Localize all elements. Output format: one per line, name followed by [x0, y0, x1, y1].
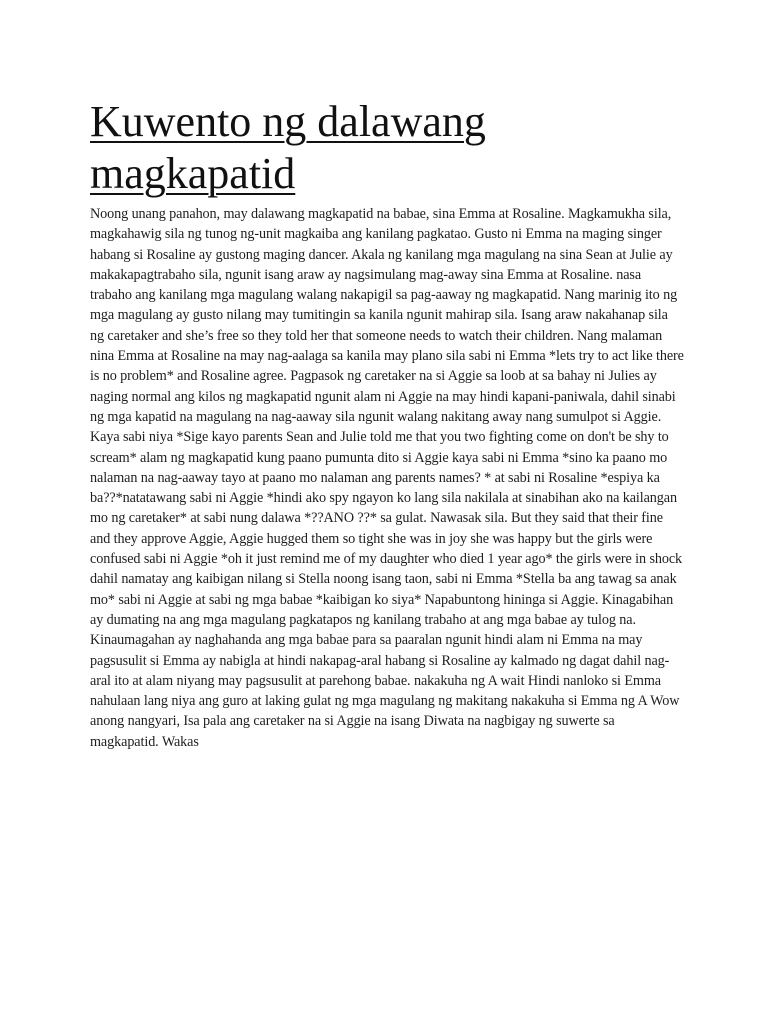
document-body-paragraph: Noong unang panahon, may dalawang magkapatid na babae, sina Emma at Rosaline. Magkamukha sila, magkahawig sila ng tunog ng-unit magkaiba ang kanilang pagkatao. Gusto ni Emma na maging singer habang si Rosaline ay gustong maging dancer. Akala ng kanilang mga magulang na sina Sean at Julie ay makakapagtrabaho sila, ngunit isang araw ay nagsimulang mag-away sina Emma at Rosaline. nasa trabaho ang kanilang mga magulang walang nakapigil sa pag-aaway ng magkapatid. Nang marinig ito ng mga magulang ay gusto nilang may tumitingin sa kanila ngunit mahirap sila. Isang araw nakahanap sila ng caretaker and she’s free so they told her that someone needs to watch their children. Nang malaman nina Emma at Rosaline na may nag-aalaga sa kanila may plano sila sabi ni Emma *lets try to act like there is no problem* and Rosaline agree. Pagpasok ng caretaker na si Aggie sa loob at sa bahay ni Julies ay naging normal ang kilos ng magkapatid ngunit alam ni Aggie na may hindi kapani-paniwala, dahil sinabi ng mga kapatid na magulang na nag-aaway sila ngunit walang nakitang away nang sumulpot si Aggie. Kaya sabi niya *Sige kayo parents Sean and Julie told me that you two fighting come on don't be shy to scream* alam ng magkapatid kung paano pumunta dito si Aggie kaya sabi ni Emma *sino ka paano mo nalaman na nag-aaway tayo at paano mo nalaman ang parents names? * at sabi ni Rosaline *espiya ka ba??*natatawang sabi ni Aggie *hindi ako spy ngayon ko lang sila nakilala at sinabihan ako na kailangan mo ng caretaker* at sabi nung dalawa *??ANO ??* sa gulat. Nawasak sila. But they said that their fine and they approve Aggie, Aggie hugged them so tight she was in joy she was happy but the girls were confused sabi ni Aggie *oh it just remind me of my daughter who died 1 year ago* the girls were in shock dahil namatay ang kaibigan nilang si Stella noong isang taon, sabi ni Emma *Stella ba ang tawag sa anak mo* sabi ni Aggie at sabi ng mga babae *kaibigan ko siya* Napabuntong hininga si Aggie. Kinagabihan ay dumating na ang mga magulang pagkatapos ng kanilang trabaho at ang mga babae ay tulog na. Kinaumagahan ay naghahanda ang mga babae para sa paaralan ngunit hindi alam ni Emma na may pagsusulit si Emma ay nabigla at hindi nakapag-aral habang si Rosaline ay kalmado ng dagat dahil nag-aral ito at alam niyang may pagsusulit at parehong babae. nakakuha ng A wait Hindi nanloko si Emma nahulaan lang niya ang guro at laking gulat ng mga magulang ng makitang nakakuha si Emma ng A Wow anong nangyari, Isa pala ang caretaker na si Aggie na isang Diwata na nagbigay ng suwerte sa magkapatid. Wakas: [90, 206, 684, 750]
document-title: Kuwento ng dalawang magkapatid: [90, 97, 486, 198]
